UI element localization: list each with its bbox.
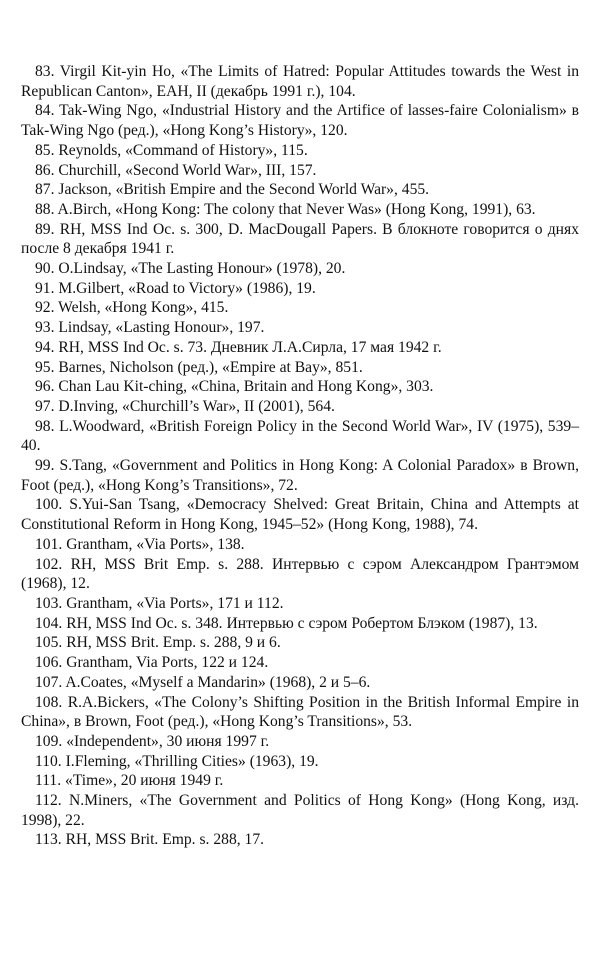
note-113: 113. RH, MSS Brit. Emp. s. 288, 17.: [35, 831, 265, 849]
note-106: 106. Grantham, Via Ports, 122 и 124.: [35, 654, 269, 672]
note-104: 104. RH, MSS Ind Oc. s. 348. Интервью с сэром Робертом Блэком (1987), 13.: [35, 614, 538, 632]
note-100: 100. S.Yui-San Tsang, «Democracy Shelved: Great Britain, China and Attempts at Constitutional Reform in Hong Kong, 1945–52» (Hong Kong, 1988), 74.: [21, 496, 579, 534]
note-108: 108. R.A.Bickers, «The Colony’s Shifting Position in the British Informal Empire in China», в Brown, Foot (ред.), «Hong Kong’s Transitions», 53.: [21, 693, 579, 731]
note-99: 99. S.Tang, «Government and Politics in Hong Kong: A Colonial Paradox» в Brown, Foot (ред.), «Hong Kong’s Transitions», 72.: [21, 457, 579, 494]
note-95: 95. Barnes, Nicholson (ред.), «Empire at Bay», 851.: [35, 358, 363, 376]
note-85: 85. Reynolds, «Command of History», 115.: [35, 141, 308, 159]
note-93: 93. Lindsay, «Lasting Honour», 197.: [35, 319, 265, 337]
note-94: 94. RH, MSS Ind Oc. s. 73. Дневник Л.А.Сирла, 17 мая 1942 г.: [35, 338, 442, 356]
note-112: 112. N.Miners, «The Government and Politics of Hong Kong» (Hong Kong, изд. 1998), 22.: [21, 792, 579, 829]
note-88: 88. A.Birch, «Hong Kong: The colony that Never Was» (Hong Kong, 1991), 63.: [35, 200, 536, 218]
note-87: 87. Jackson, «British Empire and the Second World War», 455.: [35, 181, 430, 199]
note-91: 91. M.Gilbert, «Road to Victory» (1986), 19.: [35, 279, 316, 297]
note-110: 110. I.Fleming, «Thrilling Cities» (1963), 19.: [35, 752, 319, 770]
note-103: 103. Grantham, «Via Ports», 171 и 112.: [35, 594, 284, 612]
note-109: 109. «Independent», 30 июня 1997 г.: [35, 732, 270, 750]
note-102: 102. RH, MSS Brit Emp. s. 288. Интервью с сэром Александром Грантэмом (1968), 12.: [21, 555, 579, 593]
note-92: 92. Welsh, «Hong Kong», 415.: [35, 299, 229, 317]
note-90: 90. O.Lindsay, «The Lasting Honour» (1978), 20.: [35, 260, 346, 278]
note-97: 97. D.Inving, «Churchill’s War», II (2001), 564.: [35, 397, 335, 415]
note-101: 101. Grantham, «Via Ports», 138.: [35, 535, 245, 553]
note-111: 111. «Time», 20 июня 1949 г.: [35, 772, 224, 790]
note-89: 89. RH, MSS Ind Oc. s. 300, D. MacDougall Papers. В блокноте говорится о днях после 8 декабря 1941 г.: [21, 220, 579, 258]
note-107: 107. A.Coates, «Myself a Mandarin» (1968), 2 и 5–6.: [35, 673, 371, 691]
note-96: 96. Chan Lau Kit-ching, «China, Britain and Hong Kong», 303.: [35, 378, 434, 396]
note-105: 105. RH, MSS Brit. Emp. s. 288, 9 и 6.: [35, 634, 281, 652]
note-84: 84. Tak-Wing Ngo, «Industrial History and the Artifice of lasses-faire Colonialism» в Tak-Wing Ngo (ред.), «Hong Kong’s History», 120.: [21, 102, 579, 140]
note-83: 83. Virgil Kit-yin Ho, «The Limits of Hatred: Popular Attitudes towards the West in Republican Canton», EAH, II (декабрь 1991 г.), 104.: [21, 63, 579, 100]
note-98: 98. L.Woodward, «British Foreign Policy in the Second World War», IV (1975), 539–40.: [21, 417, 579, 455]
notes-list: [21, 62, 579, 850]
note-86: 86. Churchill, «Second World War», III, 157.: [35, 161, 317, 179]
